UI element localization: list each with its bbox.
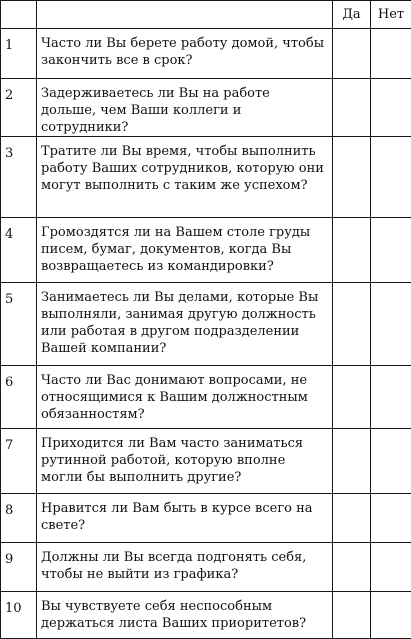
question-text: Должны ли Вы всегда подгонять себя, чтобы не выйти из графика? — [37, 543, 333, 592]
question-number: 1 — [1, 29, 37, 79]
answer-no-cell[interactable] — [371, 494, 411, 543]
question-text: Громоздятся ли на Вашем столе груды писем, бумаг, документов, когда Вы возвращаетесь из командировки? — [37, 218, 333, 283]
question-row — [1, 366, 411, 429]
question-text: Часто ли Вас донимают вопросами, не относящимися к Вашим должностным обязанностям? — [37, 366, 333, 429]
question-row — [1, 79, 411, 137]
answer-no-cell[interactable] — [371, 592, 411, 639]
question-number: 9 — [1, 543, 37, 592]
question-number: 2 — [1, 79, 37, 137]
question-text: Часто ли Вы берете работу домой, чтобы закончить все в срок? — [37, 29, 333, 79]
answer-no-cell[interactable] — [371, 218, 411, 283]
header-yes-cell: Да — [333, 1, 371, 29]
answer-yes-cell[interactable] — [333, 283, 371, 366]
question-number: 8 — [1, 494, 37, 543]
question-text: Задерживаетесь ли Вы на работе дольше, чем Ваши коллеги и сотрудники? — [37, 79, 333, 137]
answer-yes-cell[interactable] — [333, 429, 371, 494]
question-text: Нравится ли Вам быть в курсе всего на свете? — [37, 494, 333, 543]
question-text: Тратите ли Вы время, чтобы выполнить работу Ваших сотрудников, которую они могут выполнить с таким же успехом? — [37, 137, 333, 218]
question-row — [1, 218, 411, 283]
answer-yes-cell[interactable] — [333, 494, 371, 543]
answer-no-cell[interactable] — [371, 283, 411, 366]
header-question-cell — [37, 1, 333, 29]
question-row — [1, 592, 411, 639]
question-text: Занимаетесь ли Вы делами, которые Вы выполняли, занимая другую должность или работая в другом подразделении Вашей компании? — [37, 283, 333, 366]
answer-yes-cell[interactable] — [333, 366, 371, 429]
question-number: 10 — [1, 592, 37, 639]
question-row — [1, 543, 411, 592]
answer-no-cell[interactable] — [371, 429, 411, 494]
question-number: 3 — [1, 137, 37, 218]
answer-yes-cell[interactable] — [333, 592, 371, 639]
header-num-cell — [1, 1, 37, 29]
answer-yes-cell[interactable] — [333, 79, 371, 137]
answer-no-cell[interactable] — [371, 543, 411, 592]
question-number: 6 — [1, 366, 37, 429]
answer-no-cell[interactable] — [371, 29, 411, 79]
question-row — [1, 494, 411, 543]
answer-yes-cell[interactable] — [333, 218, 371, 283]
answer-no-cell[interactable] — [371, 366, 411, 429]
question-text: Вы чувствуете себя неспособным держаться листа Ваших приоритетов? — [37, 592, 333, 639]
question-row — [1, 283, 411, 366]
answer-yes-cell[interactable] — [333, 543, 371, 592]
question-text: Приходится ли Вам часто заниматься рутинной работой, которую вполне могли бы выполнить другие? — [37, 429, 333, 494]
header-row — [1, 1, 411, 29]
answer-no-cell[interactable] — [371, 79, 411, 137]
question-row — [1, 429, 411, 494]
question-row — [1, 29, 411, 79]
answer-yes-cell[interactable] — [333, 137, 371, 218]
answer-no-cell[interactable] — [371, 137, 411, 218]
question-row — [1, 137, 411, 218]
header-no-cell: Нет — [371, 1, 411, 29]
question-number: 7 — [1, 429, 37, 494]
answer-yes-cell[interactable] — [333, 29, 371, 79]
question-number: 4 — [1, 218, 37, 283]
question-number: 5 — [1, 283, 37, 366]
